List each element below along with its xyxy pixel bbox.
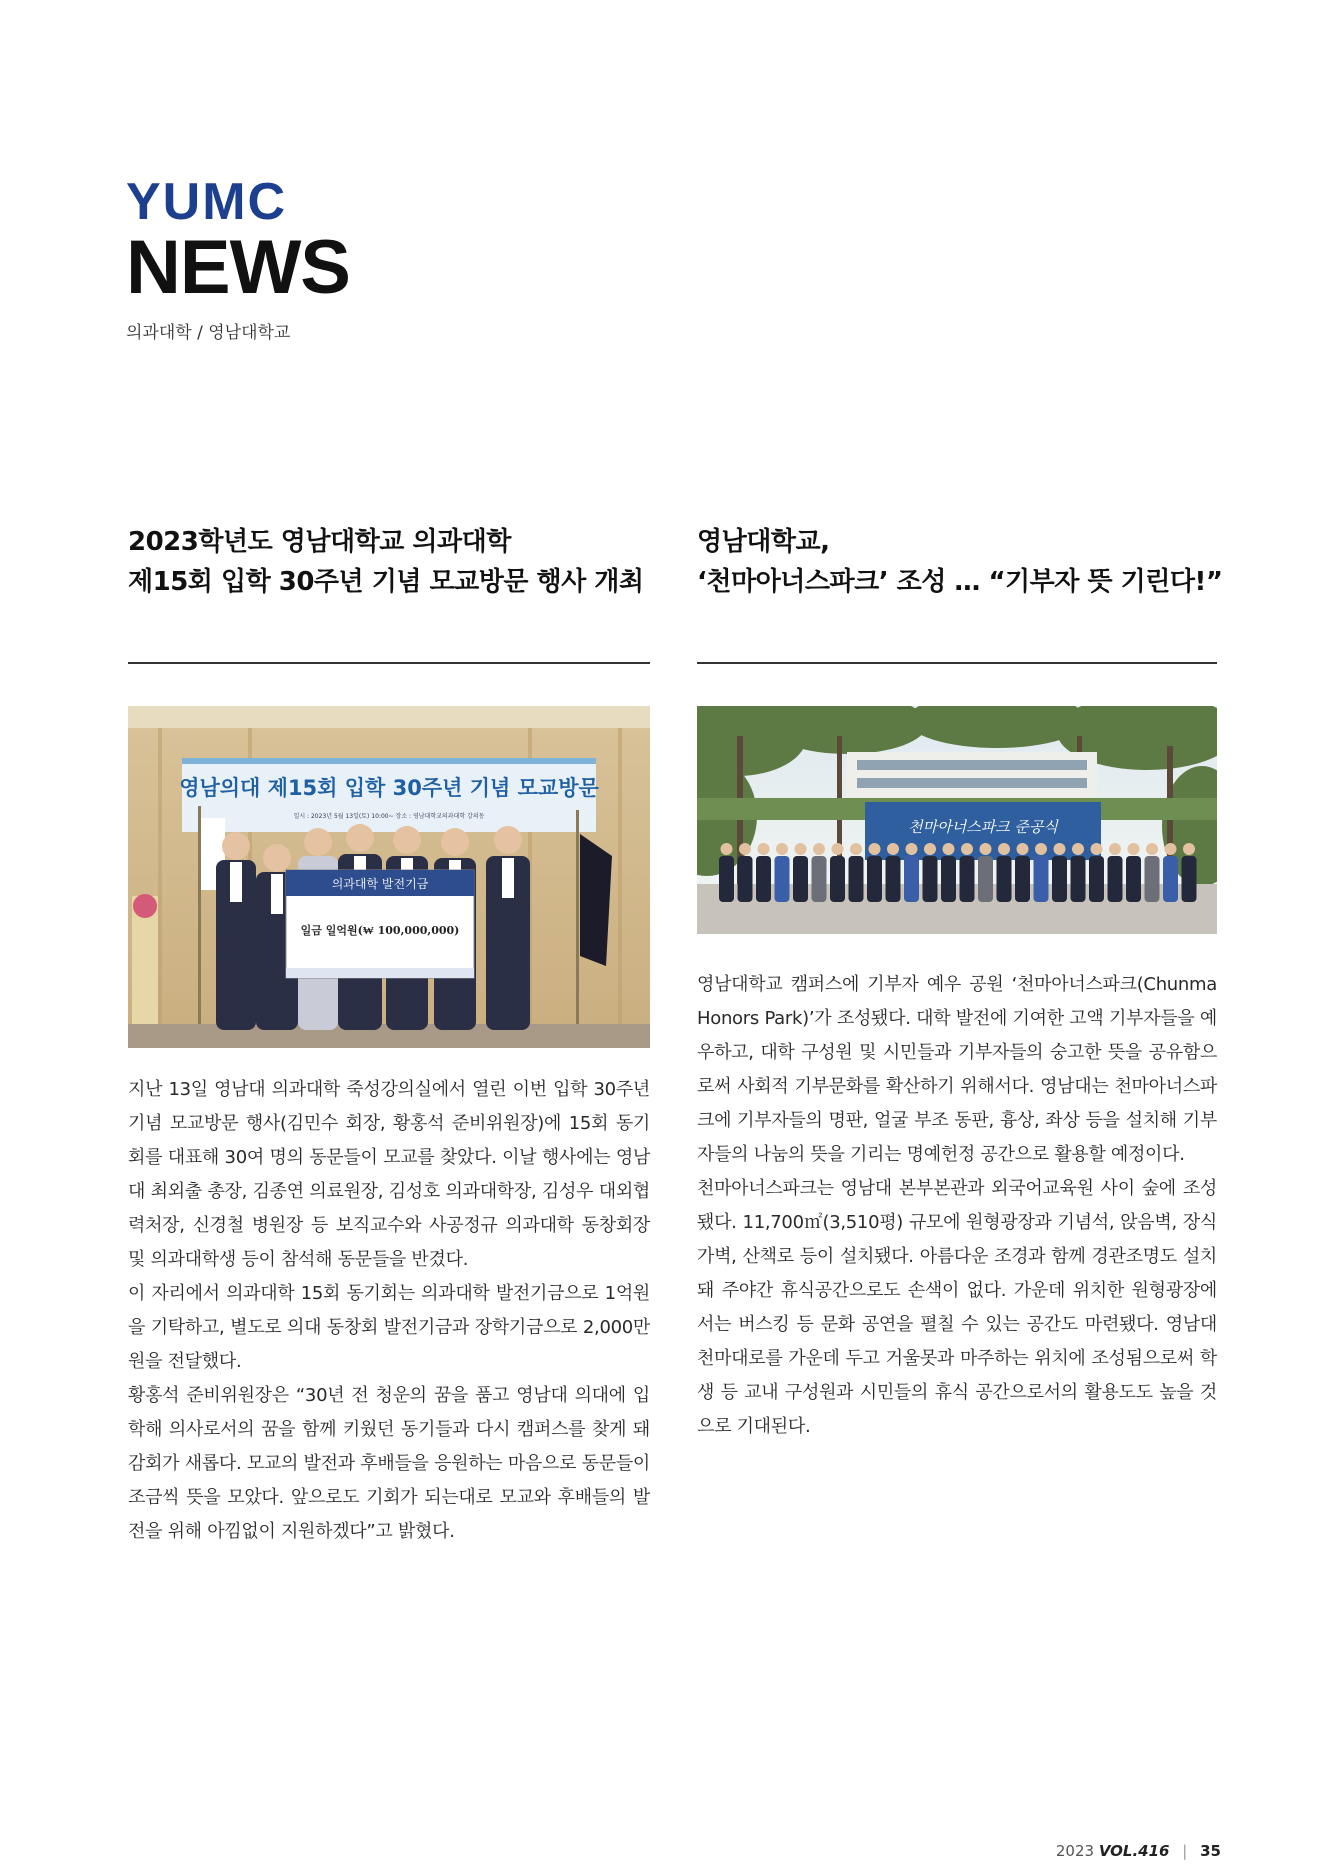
yumc-news-logo <box>126 173 350 343</box>
article-right-title-line: ‘천마아너스파크’ 조성 … “기부자 뜻 기린다!” <box>697 567 1223 597</box>
footer-volume: VOL.416 <box>1098 1842 1170 1860</box>
banner-subtext: 일시 : 2023년 5월 13일(토) 10:00~ 장소 : 영남대학교의과대학 강의동 <box>293 813 485 820</box>
donation-board-amount: 일금 일억원(₩ 100,000,000) <box>300 924 460 937</box>
article-left-title-line: 2023학년도 영남대학교 의과대학 <box>128 527 511 557</box>
article-left-title <box>128 522 650 662</box>
article-right-paragraph: 영남대학교 캠퍼스에 기부자 예우 공원 ‘천마아너스파크(Chunma Honors Park)’가 조성됐다. 대학 발전에 기여한 고액 기부자들을 예우하고, 대학 구성원 및 시민들과 기부자들의 숭고한 뜻을 공유함으로써 사회적 기부문화를 확산하기 위해서다. 영남대는 천마아너스파크에 기부자들의 명판, 얼굴 부조 동판, 흉상, 좌상 등을 설치해 기부자들의 나눔의 뜻을 기리는 명예헌정 공간으로 활용할 예정이다. <box>697 974 1217 1165</box>
page-footer <box>1056 1842 1221 1860</box>
article-left-paragraph: 지난 13일 영남대 의과대학 죽성강의실에서 열린 이번 입학 30주년 기념 모교방문 행사(김민수 회장, 황홍석 준비위원장)에 15회 동기회를 대표해 30여 명의 동문들이 모교를 찾았다. 이날 행사에는 영남대 최외출 총장, 김종연 의료원장, 김성호 의과대학장, 김성우 대외협력처장, 신경철 병원장 등 보직교수와 사공정규 의과대학 동창회장 및 의과대학생 등이 참석해 동문들을 반겼다. <box>128 1079 650 1270</box>
article-left-title-line: 제15회 입학 30주년 기념 모교방문 행사 개최 <box>128 567 644 597</box>
page-number: 35 <box>1200 1842 1221 1860</box>
footer-separator: | <box>1182 1842 1188 1860</box>
donation-board-title: 의과대학 발전기금 <box>331 877 429 891</box>
article-left-paragraph: 이 자리에서 의과대학 15회 동기회는 의과대학 발전기금으로 1억원을 기탁하고, 별도로 의대 동창회 발전기금과 장학기금으로 2,000만 원을 전달했다. <box>128 1283 650 1372</box>
category-label: 의과대학 / 영남대학교 <box>126 323 291 343</box>
divider-rule <box>697 662 1217 664</box>
article-left-paragraph: 황홍석 준비위원장은 “30년 전 청운의 꿈을 품고 영남대 의대에 입학해 의사로서의 꿈을 함께 키웠던 동기들과 다시 캠퍼스를 찾게 돼 감회가 새롭다. 모교의 발전과 후배들을 응원하는 마음으로 동문들이 조금씩 뜻을 모았다. 앞으로도 기회가 되는대로 모교와 후배들의 발전을 위해 아낌없이 지원하겠다”고 밝혔다. <box>128 1385 650 1542</box>
article-left-header <box>128 522 650 664</box>
footer-year: 2023 <box>1055 1842 1095 1860</box>
article-right-paragraph: 천마아너스파크는 영남대 본부본관과 외국어교육원 사이 숲에 조성됐다. 11,700㎡(3,510평) 규모에 원형광장과 기념석, 앉음벽, 장식가벽, 산책로 등이 설치됐다. 아름다운 조경과 함께 경관조명도 설치돼 주야간 휴식공간으로도 손색이 없다. 가운데 위치한 원형광장에서는 버스킹 등 문화 공연을 펼칠 수 있는 공간도 마련됐다. 영남대 천마대로를 가운데 두고 거울못과 마주하는 위치에 조성됨으로써 학생 등 교내 구성원과 시민들의 휴식 공간으로서의 활용도도 높을 것으로 기대된다. <box>697 1178 1217 1437</box>
banner-text: 영남의대 제15회 입학 30주년 기념 모교방문 <box>179 776 599 800</box>
photo-honors-park-ceremony <box>697 706 1217 934</box>
article-right-body <box>697 968 1217 1444</box>
divider-rule <box>128 662 650 664</box>
article-right-title-line: 영남대학교, <box>697 527 830 557</box>
logo-yumc: YUMC <box>126 173 288 231</box>
park-banner-text: 천마아너스파크 준공식 <box>908 818 1058 836</box>
photo-alumni-ceremony <box>128 706 650 1048</box>
article-right-title <box>697 522 1223 662</box>
logo-news: NEWS <box>126 225 350 310</box>
article-left-body <box>128 1073 650 1549</box>
article-right-header <box>697 522 1223 664</box>
